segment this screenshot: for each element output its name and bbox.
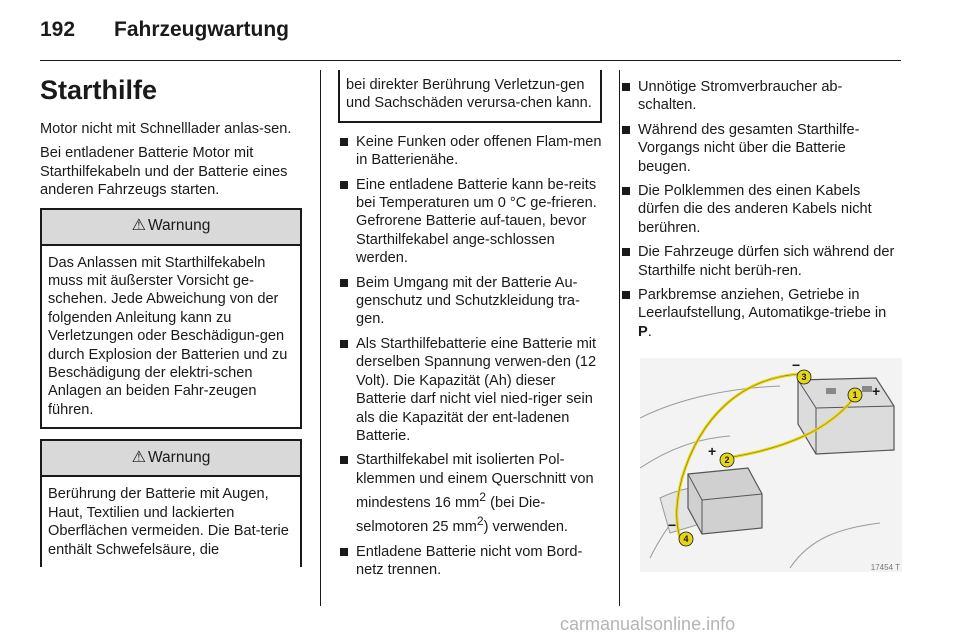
figure-code: 17454 T <box>870 563 900 572</box>
warning-text-continued: bei direkter Berührung Verletzun-gen und Sachschäden verursa-chen kann. <box>346 77 592 112</box>
bullet-square-icon <box>622 187 630 195</box>
plus-sign-label: + <box>708 443 717 459</box>
callout-2-label: 2 <box>724 455 730 465</box>
bullet-square-icon <box>340 548 348 556</box>
column-3 <box>620 70 900 347</box>
bullet-list-col3 <box>620 78 900 341</box>
bullet-square-icon <box>340 181 348 189</box>
list-item: Keine Funken oder offenen Flam-men in Batterienähe. <box>338 133 602 170</box>
warning-triangle-icon: ⚠ <box>131 217 146 235</box>
list-item: Unnötige Stromverbraucher ab-schalten. <box>620 78 900 115</box>
minus-sign-label: − <box>668 517 677 533</box>
chapter-title: Fahrzeugwartung <box>114 18 290 41</box>
minus-sign-label: − <box>792 358 801 373</box>
bullet-square-icon <box>622 248 630 256</box>
intro-paragraph-1: Motor nicht mit Schnelllader anlas-sen. <box>40 121 292 137</box>
bullet-square-icon <box>340 340 348 348</box>
bullet-square-icon <box>340 138 348 146</box>
warning-heading: Warnung <box>148 217 211 235</box>
list-item: Entladene Batterie nicht vom Bord-netz trennen. <box>338 543 602 580</box>
page-number: 192 <box>40 18 76 41</box>
header-rule <box>40 60 901 61</box>
list-item: Parkbremse anziehen, Getriebe in Leerlaufstellung, Automatikge-triebe in P. <box>620 286 900 341</box>
bullet-square-icon <box>622 126 630 134</box>
intro-paragraph-2: Bei entladener Batterie Motor mit Starthilfekabeln und der Batterie eines anderen Fahrzeugs starten. <box>40 145 288 199</box>
warning-text: Berührung der Batterie mit Augen, Haut, Textilien und lackierten Oberflächen vermeiden. Die Bat-terie enthält Schwefelsäure, die <box>48 486 289 558</box>
jump-start-illustration <box>640 358 902 572</box>
warning-box-2 <box>40 439 302 567</box>
list-item: Die Polklemmen des einen Kabels dürfen die des anderen Kabels nicht berühren. <box>620 182 900 237</box>
list-item: Als Starthilfebatterie eine Batterie mit derselben Spannung verwen-den (12 Volt). Die Kapazität (Ah) dieser Batterie darf nicht viel nied-riger sein als die Kapazität der ent-ladenen Batterie. <box>338 335 602 445</box>
warning-triangle-icon: ⚠ <box>131 449 146 467</box>
callout-1-label: 1 <box>852 390 858 400</box>
engine-bay-drawing <box>640 358 902 572</box>
list-item: Starthilfekabel mit isolierten Pol-klemmen und einem Querschnitt von mindestens 16 $mm^2$ (bei Die-selmotoren 25 $mm^2$) verwenden. <box>338 451 602 536</box>
section-title: Starthilfe <box>40 75 158 105</box>
warning-text: Das Anlassen mit Starthilfekabeln muss mit äußerster Vorsicht ge-schehen. Jede Abweichung von der folgenden Anleitung kann zu Verletzungen oder Beschädigun-gen durch Explosion der Batterien und zu Beschädigung der elektri-schen Anlagen an beiden Fahr-zeugen führen. <box>48 254 288 418</box>
watermark-text: carmanualsonline.info <box>560 614 736 634</box>
warning-box-1 <box>40 208 302 430</box>
bullet-square-icon <box>340 456 348 464</box>
list-item: Beim Umgang mit der Batterie Au-genschutz und Schutzkleidung tra-gen. <box>338 274 602 329</box>
discharged-battery-drawing <box>688 468 762 534</box>
warning-heading: Warnung <box>148 449 211 467</box>
warning-header <box>42 210 300 246</box>
list-item: Die Fahrzeuge dürfen sich während der Starthilfe nicht berüh-ren. <box>620 243 900 280</box>
bullet-square-icon <box>340 279 348 287</box>
callout-3-label: 3 <box>801 372 807 382</box>
column-1 <box>40 70 302 577</box>
warning-box-2-continued <box>338 70 602 123</box>
column-2 <box>338 70 602 585</box>
bullet-list-col2 <box>338 133 602 580</box>
column-divider-1 <box>320 70 321 606</box>
callout-4-label: 4 <box>683 534 689 544</box>
list-item: Während des gesamten Starthilfe-Vorgangs nicht über die Batterie beugen. <box>620 121 900 176</box>
plus-sign-label: + <box>872 383 881 399</box>
page-header <box>40 18 289 48</box>
bullet-square-icon <box>622 291 630 299</box>
warning-header <box>42 441 300 477</box>
bullet-square-icon <box>622 83 630 91</box>
list-item: Eine entladene Batterie kann be-reits bei Temperaturen um 0 °C ge-frieren. Gefrorene Batterie auf-tauen, bevor Starthilfekabel ange-schlossen werden. <box>338 176 602 268</box>
